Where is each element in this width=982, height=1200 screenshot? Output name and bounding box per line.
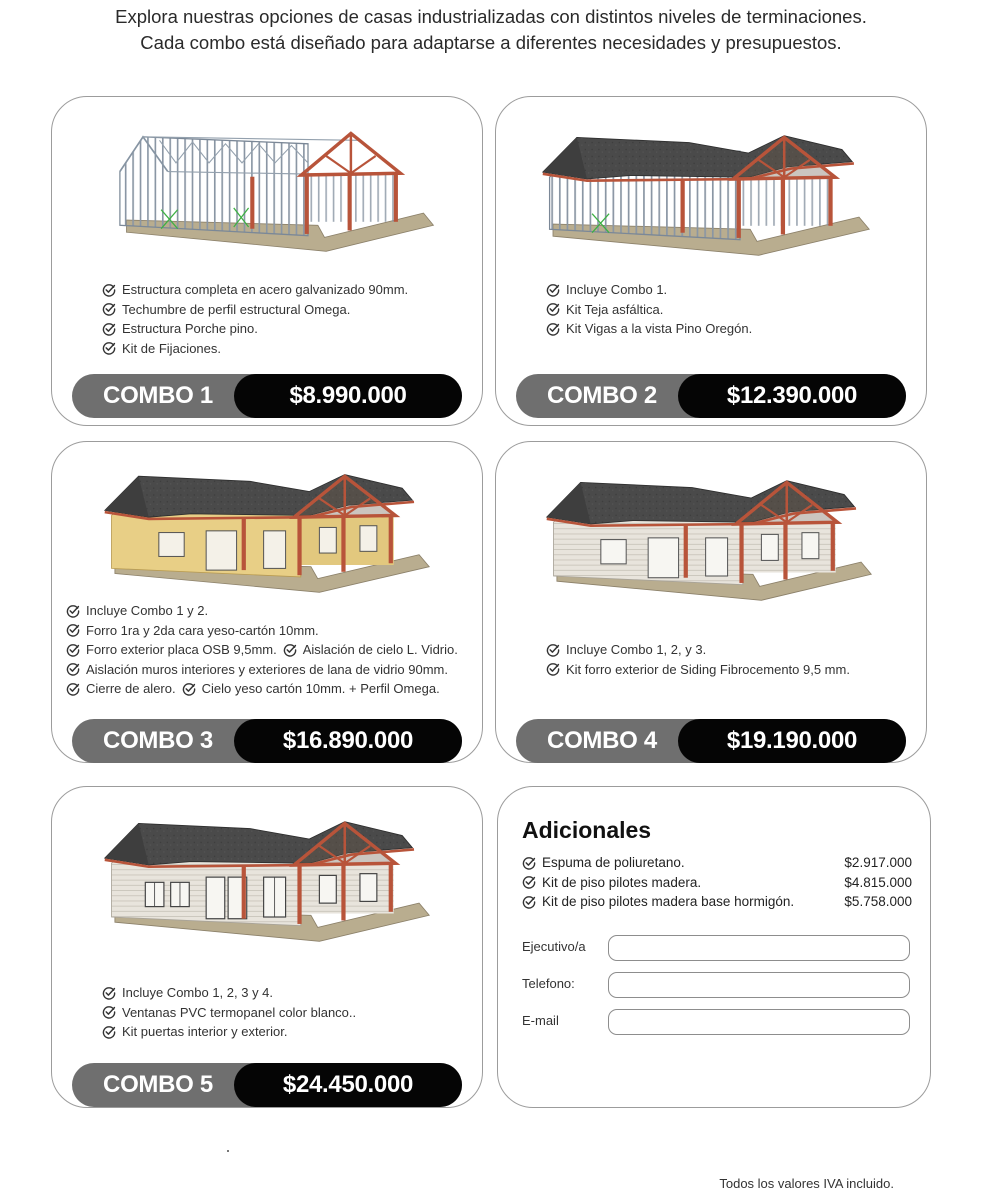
feature-item: Incluye Combo 1. bbox=[546, 280, 752, 300]
intro-line-1: Explora nuestras opciones de casas industrializadas con distintos niveles de terminaciones. bbox=[115, 6, 867, 27]
email-row bbox=[522, 1009, 912, 1035]
combo-3-features bbox=[66, 601, 458, 699]
check-circle-icon bbox=[283, 643, 297, 657]
feature-item: Kit Vigas a la vista Pino Oregón. bbox=[546, 319, 752, 339]
adicional-price: $4.815.000 bbox=[844, 874, 912, 890]
combo-price: $16.890.000 bbox=[234, 719, 462, 763]
combo-2-features bbox=[546, 280, 752, 339]
feature-item: Aislación muros interiores y exteriores de lana de vidrio 90mm. bbox=[66, 660, 458, 680]
combo-card-4 bbox=[495, 441, 927, 763]
combo-name: COMBO 3 bbox=[103, 727, 213, 754]
check-circle-icon bbox=[102, 1025, 116, 1039]
intro-line-2: Cada combo está diseñado para adaptarse a diferentes necesidades y presupuestos. bbox=[140, 32, 842, 53]
feature-item: Estructura Porche pino. bbox=[102, 319, 408, 339]
combo-card-3 bbox=[51, 441, 483, 763]
footnote-iva: Todos los valores IVA incluido. bbox=[719, 1176, 894, 1191]
adicional-name: Espuma de poliuretano. bbox=[542, 855, 685, 870]
adicionales-list bbox=[522, 853, 912, 912]
feature-item: Incluye Combo 1 y 2. bbox=[66, 601, 458, 621]
telefono-row bbox=[522, 972, 912, 998]
adicional-item bbox=[522, 873, 912, 893]
telefono-label: Telefono: bbox=[522, 976, 575, 991]
ejecutivo-row bbox=[522, 935, 912, 961]
combo-card-2 bbox=[495, 96, 927, 426]
adicionales-title: Adicionales bbox=[522, 817, 652, 843]
adicional-name: Kit de piso pilotes madera base hormigón. bbox=[542, 894, 795, 909]
feature-item: Kit Teja asfáltica. bbox=[546, 300, 752, 320]
check-circle-icon bbox=[102, 341, 116, 355]
house-illustration-frame bbox=[110, 123, 440, 253]
house-illustration-complete bbox=[98, 813, 436, 943]
adicional-item bbox=[522, 853, 912, 873]
check-circle-icon bbox=[546, 662, 560, 676]
check-circle-icon bbox=[102, 302, 116, 316]
telefono-input[interactable] bbox=[608, 972, 910, 998]
combo-4-price-pill bbox=[516, 719, 906, 763]
combo-name: COMBO 5 bbox=[103, 1071, 213, 1098]
feature-item: Techumbre de perfil estructural Omega. bbox=[102, 300, 408, 320]
feature-item: Ventanas PVC termopanel color blanco.. bbox=[102, 1003, 356, 1023]
check-circle-icon bbox=[102, 1005, 116, 1019]
combo-4-features bbox=[546, 640, 850, 679]
combo-1-features bbox=[102, 280, 408, 358]
feature-item: Incluye Combo 1, 2, 3 y 4. bbox=[102, 983, 356, 1003]
check-circle-icon bbox=[546, 283, 560, 297]
combo-2-price-pill bbox=[516, 374, 906, 418]
adicional-price: $5.758.000 bbox=[844, 894, 912, 909]
feature-item: Kit de Fijaciones. bbox=[102, 339, 408, 359]
combo-card-5 bbox=[51, 786, 483, 1108]
combo-price: $24.450.000 bbox=[234, 1063, 462, 1107]
check-circle-icon bbox=[102, 322, 116, 336]
feature-item: Forro exterior placa OSB 9,5mm. Aislación de cielo L. Vidrio. bbox=[66, 640, 458, 660]
email-input[interactable] bbox=[608, 1009, 910, 1035]
feature-item: Estructura completa en acero galvanizado 90mm. bbox=[102, 280, 408, 300]
house-illustration-roof bbox=[536, 127, 876, 257]
combo-1-price-pill bbox=[72, 374, 462, 418]
adicionales-card bbox=[497, 786, 931, 1108]
feature-item: Forro 1ra y 2da cara yeso-cartón 10mm. bbox=[66, 621, 458, 641]
combo-3-price-pill bbox=[72, 719, 462, 763]
combo-price: $12.390.000 bbox=[678, 374, 906, 418]
intro-text bbox=[0, 4, 982, 56]
check-circle-icon bbox=[522, 875, 536, 889]
check-circle-icon bbox=[66, 604, 80, 618]
email-label: E-mail bbox=[522, 1013, 559, 1028]
combo-price: $8.990.000 bbox=[234, 374, 462, 418]
house-illustration-siding bbox=[540, 472, 878, 602]
feature-item: Cierre de alero. Cielo yeso cartón 10mm. + Perfil Omega. bbox=[66, 679, 458, 699]
check-circle-icon bbox=[546, 322, 560, 336]
check-circle-icon bbox=[546, 302, 560, 316]
combo-name: COMBO 2 bbox=[547, 382, 657, 409]
ejecutivo-input[interactable] bbox=[608, 935, 910, 961]
combo-card-1 bbox=[51, 96, 483, 426]
adicional-name: Kit de piso pilotes madera. bbox=[542, 874, 702, 890]
combo-name: COMBO 4 bbox=[547, 727, 657, 754]
check-circle-icon bbox=[102, 283, 116, 297]
ejecutivo-label: Ejecutivo/a bbox=[522, 939, 586, 954]
stray-dot bbox=[227, 1150, 229, 1152]
combo-name: COMBO 1 bbox=[103, 382, 213, 409]
check-circle-icon bbox=[522, 856, 536, 870]
house-illustration-osb bbox=[98, 466, 436, 594]
feature-item: Kit puertas interior y exterior. bbox=[102, 1022, 356, 1042]
check-circle-icon bbox=[546, 643, 560, 657]
feature-item: Incluye Combo 1, 2, y 3. bbox=[546, 640, 850, 660]
check-circle-icon bbox=[66, 643, 80, 657]
adicional-item bbox=[522, 892, 912, 912]
combo-5-features bbox=[102, 983, 356, 1042]
adicional-price: $2.917.000 bbox=[844, 855, 912, 870]
check-circle-icon bbox=[66, 662, 80, 676]
combo-price: $19.190.000 bbox=[678, 719, 906, 763]
check-circle-icon bbox=[102, 986, 116, 1000]
feature-item: Kit forro exterior de Siding Fibrocemento 9,5 mm. bbox=[546, 660, 850, 680]
combo-5-price-pill bbox=[72, 1063, 462, 1107]
check-circle-icon bbox=[66, 682, 80, 696]
check-circle-icon bbox=[522, 895, 536, 909]
check-circle-icon bbox=[66, 623, 80, 637]
check-circle-icon bbox=[182, 682, 196, 696]
